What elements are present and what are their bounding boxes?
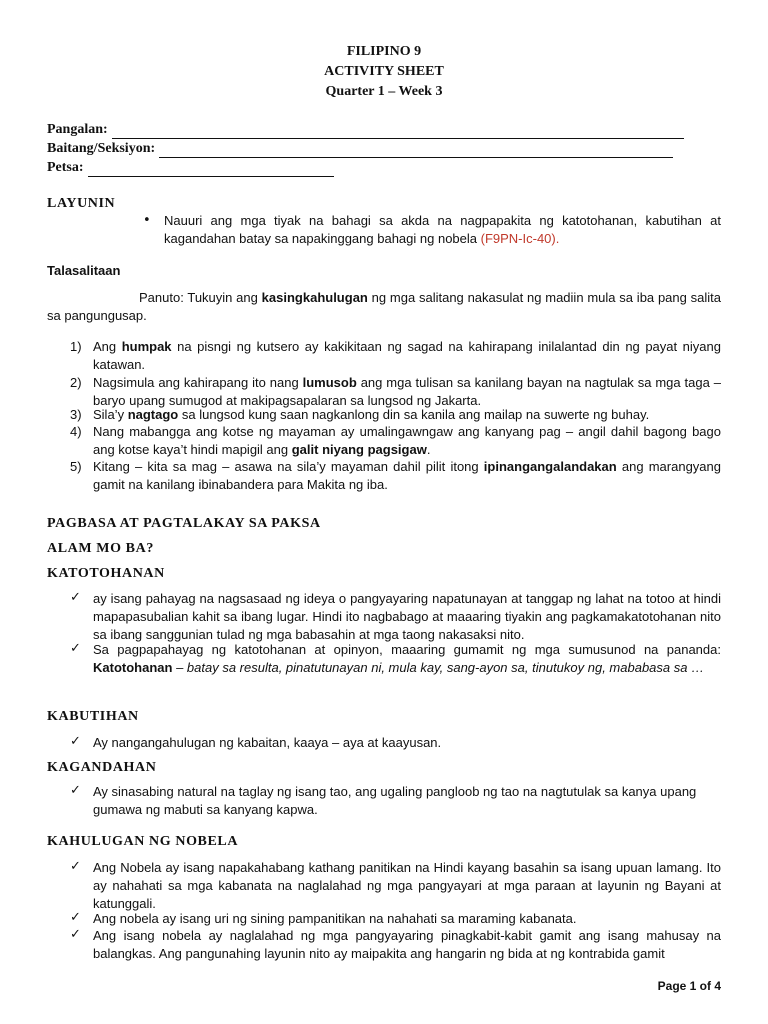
check-icon: ✓ — [70, 783, 81, 798]
date-label: Petsa: — [47, 160, 84, 175]
nobela-heading: KAHULUGAN NG NOBELA — [47, 834, 239, 849]
talasalitaan-instruction: Panuto: Tukuyin ang kasingkahulugan ng mga salitang nakasulat ng madiin mula sa iba pang salita sa pangungusap. — [47, 290, 721, 323]
bullet-icon: • — [143, 213, 151, 228]
nobela-item-3: Ang isang nobela ay naglalahad ng mga pangyayaring pinagkabit-kabit gamit ang isang mahusay na balangkas. Ang pangunahing layunin nito ay maipakita ang hangarin ng bida at ng kontrabida gamit — [93, 928, 721, 961]
period-title: Quarter 1 – Week 3 — [325, 84, 443, 99]
section-label: Baitang/Seksiyon: — [47, 141, 156, 156]
nobela-item-2: Ang nobela ay isang uri ng sining pampanitikan na nahahati sa maraming kabanata. — [93, 911, 577, 926]
check-icon: ✓ — [70, 927, 81, 942]
item-number: 1) — [70, 339, 82, 354]
layunin-heading: LAYUNIN — [47, 196, 116, 211]
layunin-text: Nauuri ang mga tiyak na bahagi sa akda na nagpapakita ng katotohanan, kabutihan at kagandahan batay sa napakinggang bahagi ng nobela (F9PN-Ic-40). — [164, 213, 721, 246]
vocab-item: Nagsimula ang kahirapang ito nang lumusob ang mga tulisan sa kanilang bayan na nagtulak sa mga taga – baryo upang sumugod at makipagsapalaran sa lungsod ng Jakarta. — [93, 375, 721, 408]
item-number: 4) — [70, 424, 82, 439]
item-number: 2) — [70, 375, 82, 390]
kagandahan-item: Ay sinasabing natural na taglay ng isang tao, ang ugaling pangloob ng tao na nagtutulak sa kanya upang gumawa ng mabuti sa kanyang kapwa. — [93, 784, 697, 817]
talasalitaan-heading: Talasalitaan — [47, 263, 121, 278]
kagandahan-heading: KAGANDAHAN — [47, 760, 157, 775]
check-icon: ✓ — [70, 859, 81, 874]
nobela-item-1: Ang Nobela ay isang napakahabang kathang panitikan na Hindi kayang basahin sa isang upuan lamang. Ito ay nahahati sa mga kabanata na naglalahad ng mga pangyayari at mga paraan at layunin ng Bayani at katunggali. — [93, 860, 721, 911]
kabutihan-item: Ay nangangahulugan ng kabaitan, kaaya – aya at kaayusan. — [93, 735, 442, 750]
section-line[interactable] — [159, 144, 673, 158]
sheet-title: ACTIVITY SHEET — [324, 64, 444, 79]
kabutihan-heading: KABUTIHAN — [47, 709, 139, 724]
section-field[interactable] — [47, 140, 673, 158]
date-line[interactable] — [88, 163, 334, 177]
date-field[interactable] — [47, 159, 334, 177]
check-icon: ✓ — [70, 734, 81, 749]
competency-code: (F9PN-Ic-40). — [480, 230, 560, 246]
name-label: Pangalan: — [47, 122, 108, 137]
katotohanan-heading: KATOTOHANAN — [47, 566, 165, 581]
vocab-item: Ang humpak na pisngi ng kutsero ay kakikitaan ng sagad na kahirapang inilalantad din ng payat niyang katawan. — [93, 339, 721, 372]
name-field[interactable] — [47, 121, 684, 139]
katotohanan-item-2: Sa pagpapahayag ng katotohanan at opinyon, maaaring gumamit ng mga sumusunod na pananda: Katotohanan – batay sa resulta, pinatutunayan ni, mula kay, sang-ayon sa, tinutukoy ng, mababasa sa … — [93, 642, 721, 675]
katotohanan-item-1: ay isang pahayag na nagsasaad ng ideya o pangyayaring napatunayan at tanggap ng lahat na totoo at hindi mapapasubalian kahit sa ibang lugar. Hindi ito nagbabago at maaaring tiyakin ang pagkamakatotohanan nito sa ibang sanggunian tulad ng mga babasahin at mga taong nakasaksi nito. — [93, 591, 721, 642]
check-icon: ✓ — [70, 641, 81, 656]
item-number: 5) — [70, 459, 82, 474]
alam-mo-ba-heading: ALAM MO BA? — [47, 541, 154, 556]
name-line[interactable] — [112, 125, 684, 139]
page-number: Page 1 of 4 — [657, 979, 721, 993]
check-icon: ✓ — [70, 590, 81, 605]
pagbasa-heading: PAGBASA AT PAGTALAKAY SA PAKSA — [47, 516, 321, 531]
item-number: 3) — [70, 407, 82, 422]
check-icon: ✓ — [70, 910, 81, 925]
vocab-item: Kitang – kita sa mag – asawa na sila’y mayaman dahil pilit itong ipinangangalandakan ang marangyang gamit na kanilang ibinabandera para Makita ng iba. — [93, 459, 721, 492]
vocab-item: Nang mabangga ang kotse ng mayaman ay umalingawngaw ang kanyang pag – angil dahil bagong bago ang kotse kaya’t hindi mapigil ang galit niyang pagsigaw. — [93, 424, 721, 457]
subject-title: FILIPINO 9 — [346, 44, 422, 59]
vocab-item: Sila’y nagtago sa lungsod kung saan nagkanlong din sa kanila ang mailap na suwerte ng buhay. — [93, 407, 650, 422]
